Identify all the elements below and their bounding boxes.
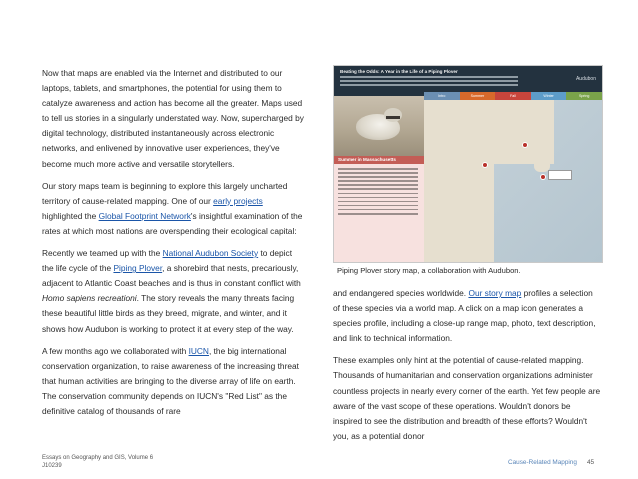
- panel-title: Summer in Massachusetts: [338, 157, 396, 162]
- map-popup: [548, 170, 572, 180]
- tab-fall: Fall: [495, 92, 531, 100]
- page-number: 45: [587, 459, 595, 466]
- panel-text-lines: [338, 168, 418, 217]
- link-iucn[interactable]: IUCN: [188, 345, 209, 356]
- figure-caption: Piping Plover story map, a collaboration with Audubon.: [337, 266, 521, 275]
- link-global-footprint-network[interactable]: Global Footprint Network: [98, 210, 191, 221]
- paragraph-cause-related-potential: These examples only hint at the potential of cause-related mapping. Thousands of humanitarian and conservation organizations administer countless projects in nearly every corner of the earth. Yet few people are aware of the vast scope of these operations. Wouldn't donors be inspired to see the distribution and breadth of these efforts? Wouldn't you, as a potential donor: [333, 355, 601, 441]
- paragraph-audubon: Recently we teamed up with the National Audubon Society to depict the life cycle of the Piping Plover, a shorebird that nests, precariously, adjacent to Atlantic Coast beaches and is thus in constant conflict with Homo sapiens recreationi. The story reveals the many threats facing these beautiful little birds as they breed, migrate, and winter, and it shows how Audubon is working to protect it at every step of the way.: [42, 248, 301, 334]
- paragraph-story-maps-team: Our story maps team is beginning to explore this largely uncharted territory of cause-related mapping. One of our early projects highlighted the Global Footprint Network's insightful examination of the rates at which most nations are overspending their ecological capital:: [42, 180, 303, 236]
- link-early-projects[interactable]: early projects: [213, 195, 263, 206]
- right-column: [333, 286, 601, 451]
- link-our-story-map[interactable]: Our story map: [468, 288, 522, 298]
- tab-summer: Summer: [460, 92, 496, 100]
- bird-neck-band: [386, 116, 400, 119]
- footer-section-title: Cause-Related Mapping: [508, 459, 577, 466]
- tab-spring: Spring: [566, 92, 602, 100]
- paragraph-iucn: A few months ago we collaborated with IUCN, the big international conservation organization, to raise awareness of the increasing threat that human activities are bringing to the diverse array of life on earth. The conservation community depends on IUCN's "Red List" as the definitive catalog of thousands of rare: [42, 345, 299, 416]
- footer-book-title: Essays on Geography and GIS, Volume 6: [42, 455, 154, 461]
- footer-code: J10239: [42, 462, 62, 469]
- map-marker: [522, 142, 528, 148]
- paragraph-maps-enabled: Now that maps are enabled via the Internet and distributed to our laptops, tablets, and smartphones, the potential for using them to catalyze awareness and action has become all the greater. Maps used to tell us stories in a singularly understated way. Now, supercharged by digital technology, distributed instantaneously across electronic networks, and enlivened by innovative user experiences, they've become much more active and versatile storytellers.: [42, 68, 304, 169]
- audubon-logo: Audubon: [575, 76, 596, 82]
- map-landmass-north: [484, 100, 554, 164]
- left-column: [42, 66, 304, 426]
- footer-book-info: [42, 455, 153, 470]
- tab-intro: Intro: [424, 92, 460, 100]
- bird-head: [384, 108, 402, 122]
- figure-title: Beating the Odds: A Year in the Life of a Piping Plover: [340, 69, 458, 74]
- tab-winter: Winter: [531, 92, 567, 100]
- map-marker: [540, 174, 546, 180]
- story-map-figure: [333, 65, 603, 263]
- story-map-view: [424, 100, 602, 262]
- paragraph-iucn-continued: and endangered species worldwide. Our story map profiles a selection of these species via a world map. A click on a map icon generates a species profile, including a close-up range map, photo, text description, and link to technical information.: [333, 288, 596, 344]
- figure-subtitle-lines: [340, 76, 518, 90]
- link-national-audubon-society[interactable]: National Audubon Society: [162, 248, 259, 259]
- map-marker: [482, 162, 488, 168]
- link-piping-plover[interactable]: Piping Plover: [113, 263, 163, 274]
- figure-tabs: [424, 92, 602, 100]
- piping-plover-photo: [334, 96, 424, 156]
- story-panel: [334, 156, 424, 262]
